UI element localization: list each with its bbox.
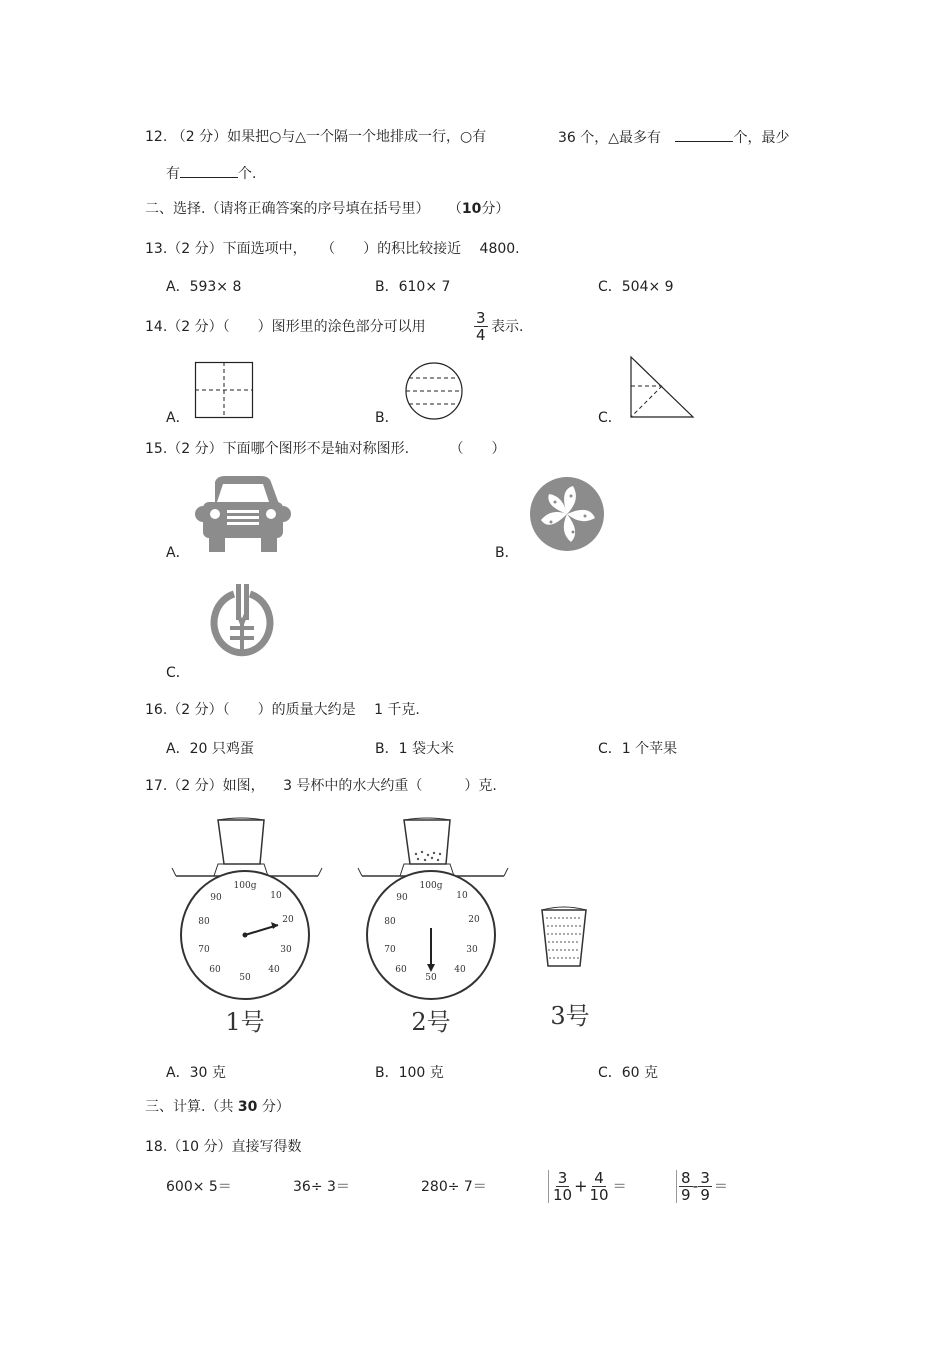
q17-option-b[interactable]: B．100 克 [375,1065,444,1081]
dial2-80: 80 [384,917,396,927]
scale-1-label: 1号 [225,1008,265,1036]
q18-f1-b-num: 4 [594,1169,604,1187]
section2-heading [145,199,509,219]
q15-stem [145,439,506,459]
q18-f2-op: - [692,1176,699,1196]
dial1-100g: 100g [233,881,257,891]
q18-f2-a-num: 8 [681,1169,691,1187]
q18-f2-b-den: 9 [700,1186,710,1204]
q18-f1-a-num: 3 [557,1169,568,1187]
scale-2-figure [358,818,508,1038]
q17-stem [145,776,497,796]
dial2-100g: 100g [419,881,443,891]
q15-label-a[interactable]: A． [166,545,190,561]
q16-option-c[interactable]: C．1 个苹果 [598,741,678,757]
q14-label-a[interactable]: A． [166,410,190,426]
q14-label-b[interactable]: B． [375,410,399,426]
q16-stem [145,700,420,720]
q15-paren: （ ） [449,441,506,457]
q18-item-5[interactable] [676,1170,728,1203]
q18-f2-b-num: 3 [700,1169,710,1187]
q14-square-figure [195,362,255,420]
cup-3-figure [530,900,610,1038]
q16-option-a[interactable]: A．20 只鸡蛋 [166,741,254,757]
dial2-30: 30 [466,945,478,955]
q13-stem-b: （ ）的积比较接近 [321,241,462,257]
q18-f1-b-den: 10 [589,1186,609,1204]
car-icon [197,474,289,554]
section3-score-close: 分） [261,1099,290,1115]
q14-stem-b: 表示. [491,319,524,335]
q13-option-b[interactable]: B．610× 7 [375,279,451,295]
q18-f2-eq: ＝ [713,1178,728,1195]
q15-label-b[interactable]: B． [495,545,519,561]
q12-text-c: 个，最少 [733,130,790,146]
section2-score-close: 分） [481,201,510,217]
dial1-30: 30 [280,945,292,955]
q18-item-2[interactable]: 36÷ 3＝ [293,1179,350,1195]
q14-frac-den: 4 [476,326,486,344]
q12-text-a: （2 分）如果把○与△一个隔一个地排成一行，○有 [171,129,487,145]
section3-title: 三、计算.（共 [145,1099,234,1115]
q18-stem: 18.（10 分）直接写得数 [145,1139,302,1155]
q18-f1-eq: ＝ [612,1178,627,1195]
q18-f1-a-den: 10 [553,1186,573,1204]
q13-stem-a: 13.（2 分）下面选项中， [145,241,307,257]
section3-score: 30 [237,1099,258,1115]
q12-blank-max[interactable] [675,127,733,142]
q18-f2-a-den: 9 [681,1186,691,1204]
q15-stem-text: 15.（2 分）下面哪个图形不是轴对称图形. [145,441,410,457]
q14-label-c[interactable]: C． [598,410,622,426]
dial1-20: 20 [282,915,294,925]
dial2-90: 90 [396,893,408,903]
q14-stem-a: 14.（2 分）（ ）图形里的涂色部分可以用 [145,319,426,335]
scale-1-figure [172,818,322,1038]
dial2-70: 70 [384,945,396,955]
q15-label-c[interactable]: C． [166,665,190,681]
q16-stem-a: 16.（2 分）（ ）的质量大约是 [145,702,356,718]
dial1-80: 80 [198,917,210,927]
q12-blank-min[interactable] [180,163,238,178]
q12-line1 [145,127,486,147]
q18-item-3[interactable]: 280÷ 7＝ [421,1179,487,1195]
dial1-90: 90 [210,893,222,903]
q12-line1-right [558,127,789,148]
section3-heading [145,1097,290,1117]
section2-title: 二、选择.（请将正确答案的序号填在括号里） [145,201,430,217]
section2-score: 10 [461,201,482,217]
q14-circle-figure [404,362,464,420]
q12-number: 12. [145,129,168,145]
dial1-10: 10 [270,891,282,901]
q13-option-c[interactable]: C．504× 9 [598,279,674,295]
q16-stem-b: 1 千克. [374,702,420,718]
q18-f1-op: + [574,1176,588,1196]
section2-score-open: （ [447,201,462,217]
q14-frac-num: 3 [476,309,486,327]
q17-option-a[interactable]: A．30 克 [166,1065,226,1081]
bauhinia-emblem-icon [529,476,605,552]
q17-option-c[interactable]: C．60 克 [598,1065,659,1081]
dial2-50: 50 [425,973,437,983]
dial1-50: 50 [239,973,251,983]
q12-text-b: 36 个，△最多有 [558,130,662,146]
dial2-20: 20 [468,915,480,925]
q12-text-d: 有 [166,166,180,182]
dial1-70: 70 [198,945,210,955]
dial1-60: 60 [209,965,221,975]
q13-option-a[interactable]: A．593× 8 [166,279,242,295]
q12-line2 [166,163,256,184]
q13-stem-c: 4800. [479,241,520,257]
q14-fraction [474,310,488,343]
q17-stem-a: 17.（2 分）如图， [145,778,265,794]
q12-text-e: 个. [238,166,257,182]
cup-3-label: 3号 [550,1002,590,1030]
dial2-60: 60 [395,965,407,975]
q13-stem [145,239,520,259]
q18-item-1[interactable]: 600× 5＝ [166,1179,232,1195]
q17-stem-b: 3 号杯中的水大约重（ ）克. [283,778,497,794]
q16-option-b[interactable]: B．1 袋大米 [375,741,454,757]
dial2-10: 10 [456,891,468,901]
scale-2-label: 2号 [411,1008,451,1036]
q18-item-4[interactable] [548,1170,627,1203]
dial1-40: 40 [268,965,280,975]
bank-logo-icon [212,584,272,668]
q14-triangle-figure [630,356,694,418]
dial2-40: 40 [454,965,466,975]
